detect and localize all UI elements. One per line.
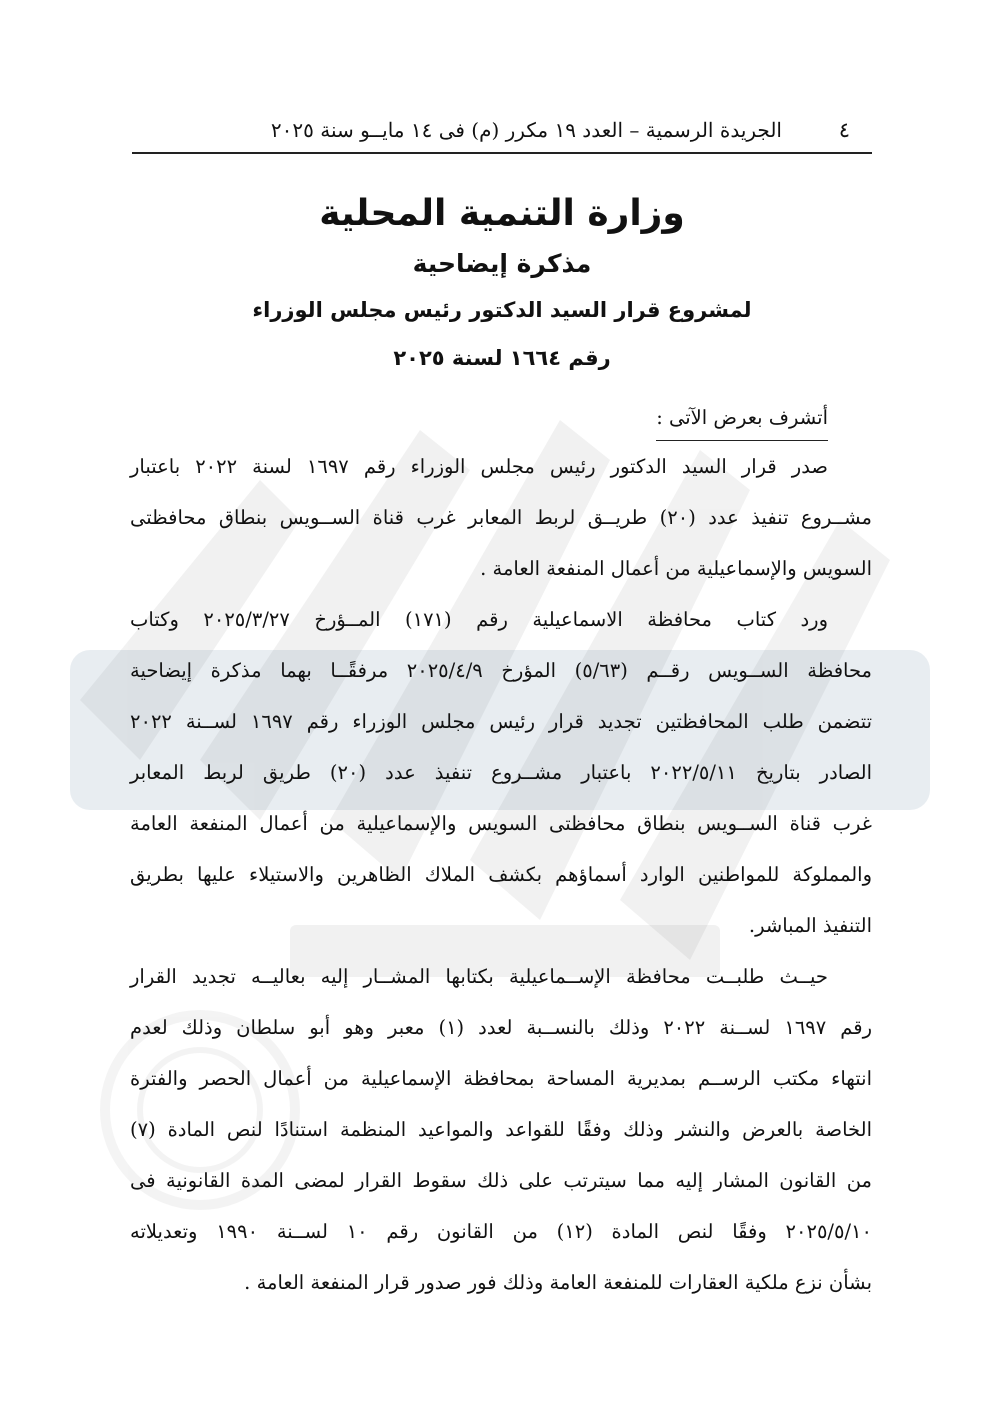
ministry-title: وزارة التنمية المحلية [319, 193, 685, 234]
paragraph-line: رقم ١٦٩٧ لســنة ٢٠٢٢ وذلك بالنســبة لعدد (١) معبر وهو أبو سلطان وذلك لعدم [130, 1016, 872, 1039]
paragraph-line: حيــث طلبــت محافظة الإســماعيلية بكتابها المشــار إليه بعاليــه تجديد القرار [130, 965, 828, 988]
paragraph-line: ورد كتاب محافظة الاسماعيلية رقم (١٧١) المــؤرخ ٢٠٢٥/٣/٢٧ وكتاب [130, 608, 828, 631]
subject-line: لمشروع قرار السيد الدكتور رئيس مجلس الوزراء [252, 298, 752, 322]
paragraph-line: والمملوكة للمواطنين الوارد أسماؤهم بكشف الملاك الظاهرين والاستيلاء عليها بطريق [130, 863, 872, 886]
memo-title: مذكرة إيضاحية [412, 249, 592, 278]
paragraph-line: صدر قرار السيد الدكتور رئيس مجلس الوزراء رقم ١٦٩٧ لسنة ٢٠٢٢ باعتبار [130, 455, 828, 478]
paragraph-line: من القانون المشار إليه مما سيترتب على ذلك سقوط القرار لمضى المدة القانونية فى [130, 1169, 872, 1192]
paragraph-3 [130, 951, 872, 1308]
paragraph-line: تتضمن طلب المحافظتين تجديد قرار رئيس مجلس الوزراء رقم ١٦٩٧ لســنة ٢٠٢٢ [130, 710, 873, 733]
paragraph-line: محافظة الســويس رقــم (٥/٦٣) المؤرخ ٢٠٢٥/٤/٩ مرفقًــا بهما مذكرة إيضاحية [130, 659, 872, 682]
page-header [132, 112, 872, 154]
paragraph-line: غرب قناة الســويس بنطاق محافظتى السويس والإسماعيلية من أعمال المنفعة العامة [130, 812, 872, 835]
paragraph-line: الصادر بتاريخ ٢٠٢٢/٥/١١ باعتبار مشــروع تنفيذ عدد (٢٠) طريق لربط المعابر [130, 761, 872, 784]
paragraph-line: ٢٠٢٥/٥/١٠ وفقًا لنص المادة (١٢) من القانون رقم ١٠ لســنة ١٩٩٠ وتعديلاته [130, 1220, 872, 1243]
paragraph-2 [130, 594, 872, 951]
paragraph-line: السويس والإسماعيلية من أعمال المنفعة العامة . [480, 557, 872, 580]
paragraph-line: مشــروع تنفيذ عدد (٢٠) طريــق لربط المعابر غرب قناة الســويس بنطاق محافظتى [130, 506, 872, 529]
paragraph-line: التنفيذ المباشر. [748, 914, 872, 937]
memo-body [130, 398, 872, 1308]
title-block [132, 186, 872, 382]
paragraph-line: الخاصة بالعرض والنشر وذلك وفقًا للقواعد والمواعيد المنظمة استنادًا لنص المادة (٧) [130, 1118, 872, 1141]
running-title: الجريدة الرسمية – العدد ١٩ مكرر (م) فى ١٤ مايــو سنة ٢٠٢٥ [270, 118, 782, 142]
greeting: أتشرف بعرض الآتى : [656, 398, 828, 441]
paragraph-1 [130, 441, 872, 594]
page-number: ٤ [838, 118, 850, 142]
decree-number: رقم ١٦٦٤ لسنة ٢٠٢٥ [393, 346, 611, 370]
paragraph-line: انتهاء مكتب الرســم بمديرية المساحة بمحافظة الإسماعيلية من أعمال الحصر والفترة [130, 1067, 872, 1090]
paragraph-line: بشأن نزع ملكية العقارات للمنفعة العامة وذلك فور صدور قرار المنفعة العامة . [244, 1271, 872, 1294]
